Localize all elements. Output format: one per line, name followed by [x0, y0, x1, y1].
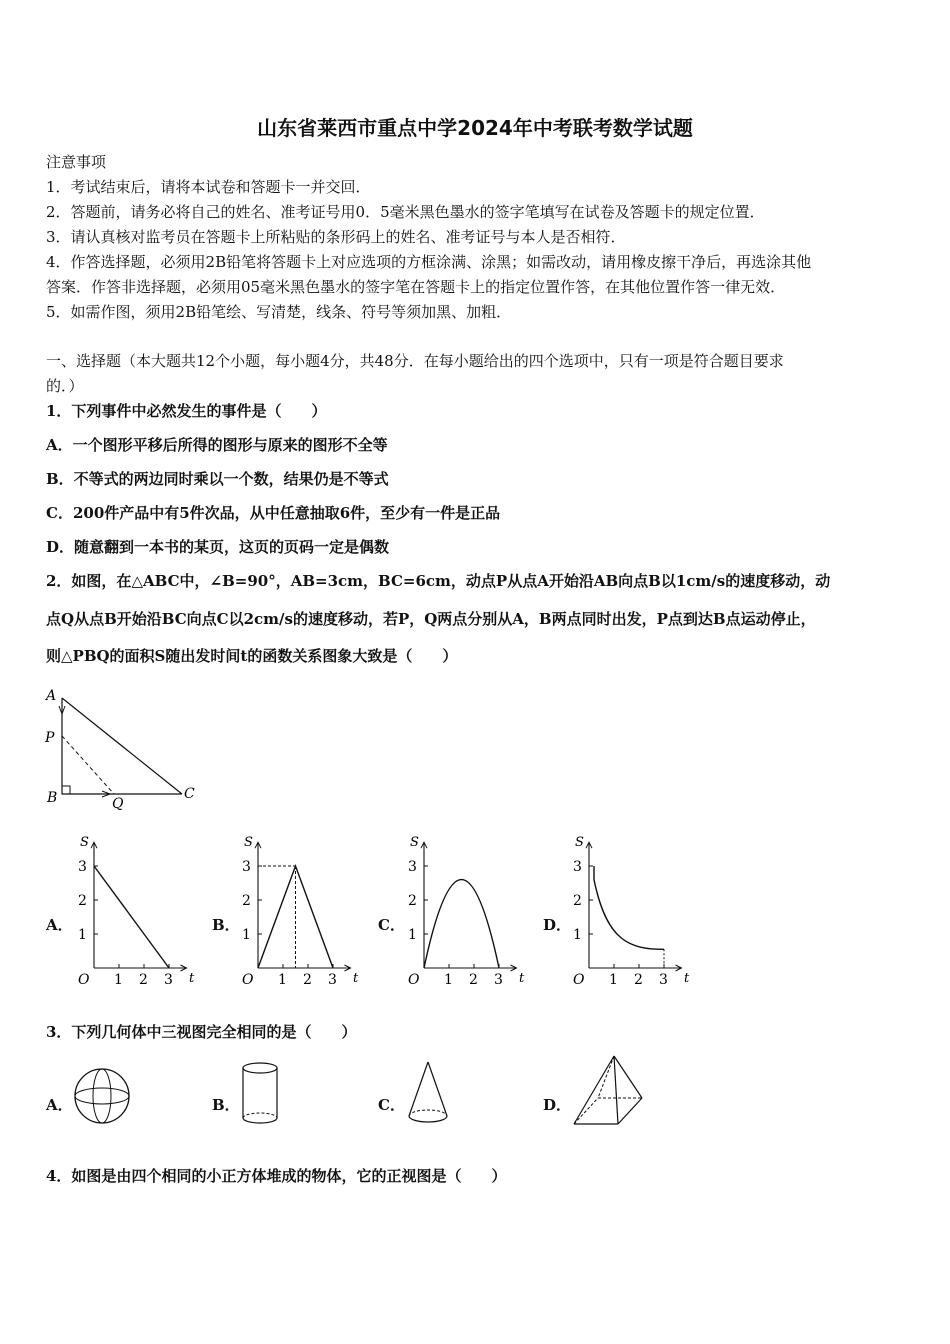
cylinder-figure — [240, 1060, 284, 1128]
pyramid-figure — [570, 1052, 650, 1128]
origin-label: O — [78, 972, 90, 988]
question-1-option-d: D．随意翻到一本书的某页，这页的页码一定是偶数 — [46, 538, 390, 556]
label-c: C — [184, 786, 195, 802]
section-heading: 一、选择题（本大题共12个小题，每小题4分，共48分．在每小题给出的四个选项中，只有一项是符合题目要求 — [46, 352, 784, 370]
section-heading-cont: 的．） — [46, 377, 84, 395]
y-tick-label: 2 — [408, 893, 417, 909]
x-tick-label: 2 — [634, 972, 643, 988]
x-tick-label: 3 — [328, 972, 337, 988]
x-tick-label: 2 — [303, 972, 312, 988]
y-tick-label: 1 — [78, 927, 87, 943]
y-tick-label: 2 — [242, 893, 251, 909]
notice-item: 3．请认真核对监考员在答题卡上所粘贴的条形码上的姓名、准考证号与本人是否相符． — [46, 228, 626, 246]
graph-curve — [594, 866, 664, 949]
solid-option-c-label: C． — [378, 1096, 405, 1114]
y-axis-name: S — [244, 835, 253, 851]
solid-option-b-label: B． — [212, 1096, 240, 1114]
graph-option-c-label: C． — [378, 916, 405, 934]
question-1-option-b: B．不等式的两边同时乘以一个数，结果仍是不等式 — [46, 470, 389, 488]
y-tick-label: 3 — [242, 859, 251, 875]
label-b: B — [47, 790, 58, 806]
cone-figure — [404, 1058, 454, 1128]
graph-option-d-label: D． — [543, 916, 572, 934]
x-tick-label: 3 — [494, 972, 503, 988]
graph-option-c — [402, 830, 532, 988]
y-tick-label: 3 — [573, 859, 582, 875]
x-axis-name: t — [684, 971, 690, 986]
notice-item: 答案．作答非选择题，必须用05毫米黑色墨水的签字笔在答题卡上的指定位置作答，在其他位置作答一律无效． — [46, 278, 786, 296]
origin-label: O — [573, 972, 585, 988]
x-tick-label: 2 — [139, 972, 148, 988]
graph-curve — [94, 866, 169, 968]
question-2-line3: 则△PBQ的面积S随出发时间t的函数关系图象大致是（ ） — [46, 647, 458, 665]
label-a: A — [46, 688, 57, 704]
x-tick-label: 2 — [469, 972, 478, 988]
y-tick-label: 2 — [78, 893, 87, 909]
y-tick-label: 2 — [573, 893, 582, 909]
label-q: Q — [112, 796, 124, 812]
y-tick-label: 1 — [242, 927, 251, 943]
notice-item: 1．考试结束后，请将本试卷和答题卡一并交回． — [46, 178, 371, 196]
y-tick-label: 1 — [573, 927, 582, 943]
x-axis-name: t — [189, 971, 195, 986]
x-tick-label: 3 — [659, 972, 668, 988]
x-tick-label: 1 — [444, 972, 453, 988]
triangle-figure — [40, 684, 210, 814]
question-1-option-c: C．200件产品中有5件次品，从中任意抽取6件，至少有一件是正品 — [46, 504, 501, 522]
y-axis-name: S — [80, 835, 89, 851]
x-tick-label: 1 — [278, 972, 287, 988]
graph-option-d — [567, 830, 697, 988]
graph-option-a — [72, 830, 202, 988]
question-1-option-a: A．一个图形平移后所得的图形与原来的图形不全等 — [46, 436, 388, 454]
solid-option-a-label: A． — [46, 1096, 73, 1114]
question-3-stem: 3．下列几何体中三视图完全相同的是（ ） — [46, 1023, 357, 1041]
exam-title: 山东省莱西市重点中学2024年中考联考数学试题 — [257, 116, 693, 140]
origin-label: O — [408, 972, 420, 988]
y-axis-name: S — [410, 835, 419, 851]
graph-option-b — [236, 830, 366, 988]
origin-label: O — [242, 972, 254, 988]
y-tick-label: 1 — [408, 927, 417, 943]
x-tick-label: 1 — [114, 972, 123, 988]
x-tick-label: 3 — [164, 972, 173, 988]
y-tick-label: 3 — [408, 859, 417, 875]
question-1-stem: 1．下列事件中必然发生的事件是（ ） — [46, 402, 327, 420]
notice-item: 2．答题前，请务必将自己的姓名、准考证号用0．5毫米黑色墨水的签字笔填写在试卷及答题卡的规定位置． — [46, 203, 765, 221]
notice-item: 4．作答选择题，必须用2B铅笔将答题卡上对应选项的方框涂满、涂黑；如需改动，请用橡皮擦干净后，再选涂其他 — [46, 253, 812, 271]
solid-option-d-label: D． — [543, 1096, 572, 1114]
question-4-stem: 4．如图是由四个相同的小正方体堆成的物体，它的正视图是（ ） — [46, 1167, 507, 1185]
y-axis-name: S — [575, 835, 584, 851]
sphere-figure — [72, 1066, 134, 1128]
x-axis-name: t — [353, 971, 359, 986]
notice-heading: 注意事项 — [46, 153, 107, 171]
x-axis-name: t — [519, 971, 525, 986]
x-tick-label: 1 — [609, 972, 618, 988]
y-tick-label: 3 — [78, 859, 87, 875]
question-2-line2: 点Q从点B开始沿BC向点C以2cm/s的速度移动，若P，Q两点分别从A，B两点同时出发，P点到达B点运动停止， — [46, 610, 816, 628]
graph-curve — [424, 880, 499, 968]
graph-option-b-label: B． — [212, 916, 240, 934]
graph-option-a-label: A． — [46, 916, 73, 934]
label-p: P — [45, 730, 55, 746]
notice-item: 5．如需作图，须用2B铅笔绘、写清楚，线条、符号等须加黑、加粗． — [46, 303, 512, 321]
question-2-line1: 2．如图，在△ABC中，∠B=90°，AB=3cm，BC=6cm，动点P从点A开始沿AB向点B以1cm/s的速度移动，动 — [46, 572, 831, 590]
